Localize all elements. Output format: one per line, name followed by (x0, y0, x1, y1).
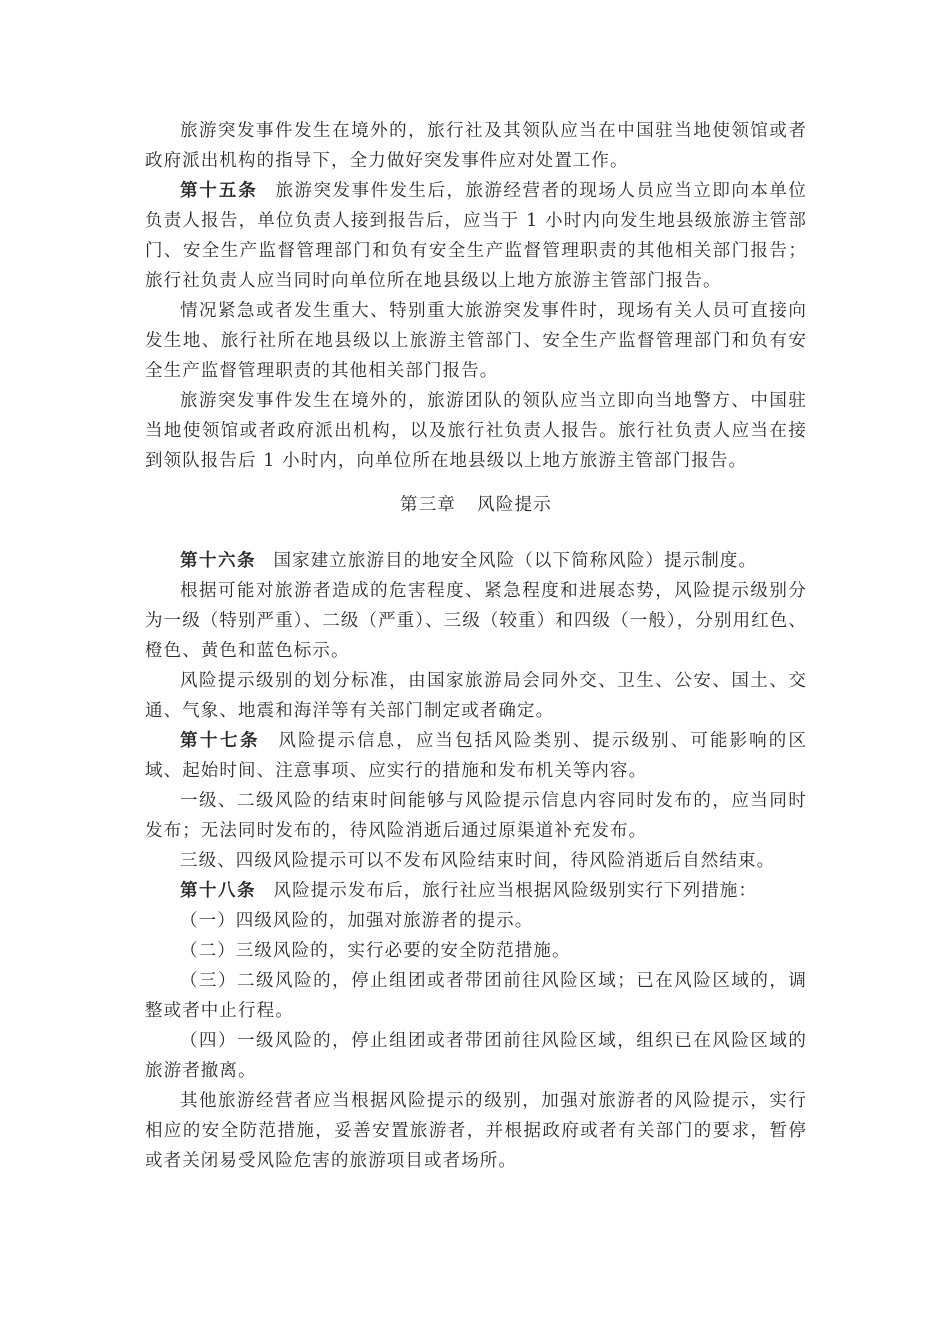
paragraph-level-3-4-end: 三级、四级风险提示可以不发布风险结束时间，待风险消逝后自然结束。 (180, 851, 776, 871)
article-15 (145, 176, 807, 296)
list-item-level-2: （三）二级风险的，停止组团或者带团前往风险区域；已在风险区域的，调整或者中止行程。 (145, 971, 807, 1021)
section-risk-warning (145, 546, 807, 1176)
chapter-heading (145, 490, 807, 520)
article-17-text: 风险提示信息，应当包括风险类别、提示级别、可能影响的区域、起始时间、注意事项、应实行的措施和发布机关等内容。 (145, 731, 808, 781)
chapter-title: 风险提示 (477, 495, 552, 515)
article-16-label: 第十六条 (180, 551, 256, 571)
paragraph-overseas-guidance: 旅游突发事件发生在境外的，旅行社及其领队应当在中国驻当地使领馆或者政府派出机构的指导下，全力做好突发事件应对处置工作。 (145, 121, 807, 171)
paragraph-urgent-reporting: 情况紧急或者发生重大、特别重大旅游突发事件时，现场有关人员可直接向发生地、旅行社所在地县级以上旅游主管部门、安全生产监督管理部门和负有安全生产监督管理职责的其他相关部门报告。 (145, 301, 807, 381)
list-item-level-4: （一）四级风险的，加强对旅游者的提示。 (180, 911, 534, 931)
list-item-level-1: （四）一级风险的，停止组团或者带团前往风险区域，组织已在风险区域的旅游者撤离。 (145, 1031, 807, 1081)
chapter-number: 第三章 (400, 495, 457, 515)
paragraph-risk-levels: 根据可能对旅游者造成的危害程度、紧急程度和进展态势，风险提示级别分为一级（特别严重）、二级（严重）、三级（较重）和四级（一般），分别用红色、橙色、黄色和蓝色标示。 (145, 581, 807, 661)
article-15-label: 第十五条 (180, 181, 258, 201)
paragraph-end-time-release: 一级、二级风险的结束时间能够与风险提示信息内容同时发布的，应当同时发布；无法同时发布的，待风险消逝后通过原渠道补充发布。 (145, 791, 807, 841)
article-18-label: 第十八条 (180, 881, 256, 901)
article-16 (145, 546, 807, 576)
article-18-text: 风险提示发布后，旅行社应当根据风险级别实行下列措施： (273, 881, 758, 901)
article-16-text: 国家建立旅游目的地安全风险（以下简称风险）提示制度。 (273, 551, 758, 571)
article-18 (145, 876, 807, 906)
article-17-label: 第十七条 (180, 731, 261, 751)
paragraph-risk-standards: 风险提示级别的划分标准，由国家旅游局会同外交、卫生、公安、国土、交通、气象、地震和海洋等有关部门制定或者确定。 (145, 671, 807, 721)
paragraph-other-operators: 其他旅游经营者应当根据风险提示的级别，加强对旅游者的风险提示，实行相应的安全防范措施，妥善安置旅游者，并根据政府或者有关部门的要求，暂停或者关闭易受风险危害的旅游项目或者场所。 (145, 1091, 807, 1171)
article-15-text: 旅游突发事件发生后，旅游经营者的现场人员应当立即向本单位负责人报告，单位负责人接到报告后，应当于 1 小时内向发生地县级旅游主管部门、安全生产监督管理部门和负有安全生产监督管理职责的其他相关部门报告；旅行社负责人应当同时向单位所在地县级以上地方旅游主管部门报告。 (145, 181, 807, 291)
section-emergency-reporting (145, 116, 807, 476)
article-17 (145, 726, 807, 786)
paragraph-overseas-reporting: 旅游突发事件发生在境外的，旅游团队的领队应当立即向当地警方、中国驻当地使领馆或者政府派出机构，以及旅行社负责人报告。旅行社负责人应当在接到领队报告后 1 小时内，向单位所在地县级以上地方旅游主管部门报告。 (145, 391, 807, 471)
list-item-level-3: （二）三级风险的，实行必要的安全防范措施。 (180, 941, 571, 961)
